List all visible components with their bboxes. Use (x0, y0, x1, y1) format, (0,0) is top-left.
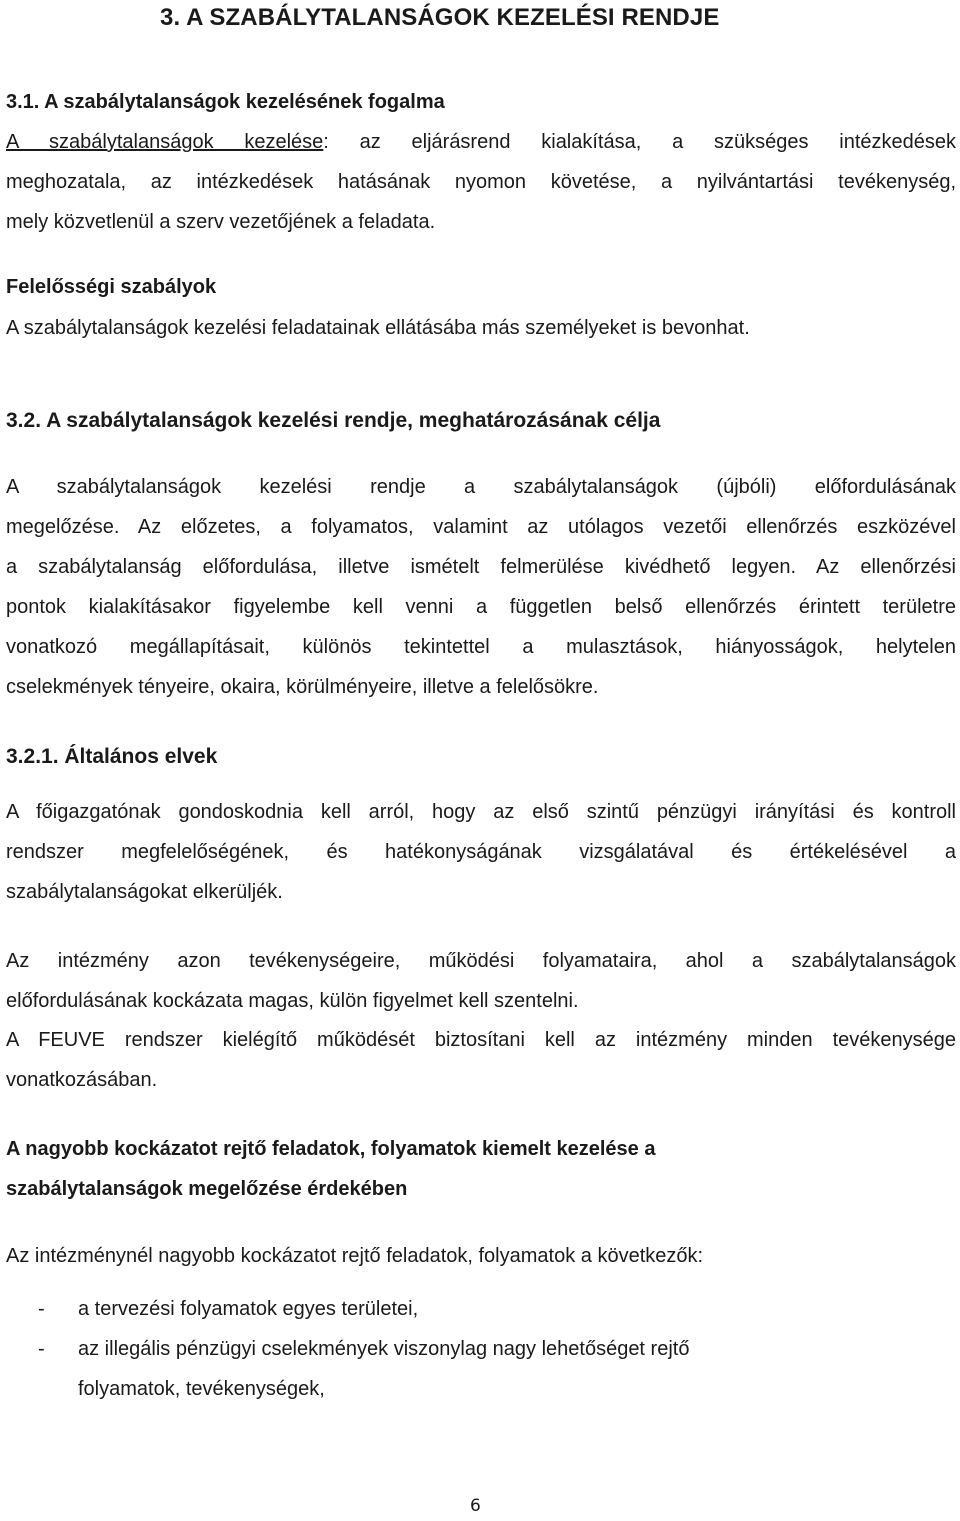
risk-title-line-1: A nagyobb kockázatot rejtő feladatok, folyamatok kiemelt kezelése a (6, 1138, 656, 1160)
s32-line-1: A szabálytalanságok kezelési rendje a szabálytalanságok (újbóli) előfordulásának (6, 476, 956, 498)
definition-term: A szabálytalanságok kezelése (6, 131, 324, 153)
definition-line-1-rest: : az eljárásrend kialakítása, a szükséges intézkedések (323, 131, 956, 153)
s321-p2-line-2: előfordulásának kockázata magas, külön figyelmet kell szentelni. (6, 990, 579, 1012)
responsibility-text: A szabálytalanságok kezelési feladatainak ellátásába más személyeket is bevonhat. (6, 317, 750, 339)
section-3-2-title: 3.2. A szabálytalanságok kezelési rendje, meghatározásának célja (6, 409, 661, 432)
list-item-text: a tervezési folyamatok egyes területei, (78, 1298, 419, 1320)
list-item-text-continued: folyamatok, tevékenységek, (78, 1378, 325, 1400)
s321-p1-line-2: rendszer megfelelőségének, és hatékonyságának vizsgálatával és értékelésével a (6, 841, 956, 863)
s321-p3-line-2: vonatkozásában. (6, 1069, 158, 1091)
responsibility-title: Felelősségi szabályok (6, 276, 217, 298)
chapter-heading: 3. A SZABÁLYTALANSÁGOK KEZELÉSI RENDJE (160, 4, 720, 31)
section-3-1-title: 3.1. A szabálytalanságok kezelésének fogalma (6, 91, 445, 113)
list-item-text: az illegális pénzügyi cselekmények viszonylag nagy lehetőséget rejtő (78, 1338, 690, 1360)
section-3-2-1-title: 3.2.1. Általános elvek (6, 745, 218, 768)
s32-line-3: a szabálytalanság előfordulása, illetve ismételt felmerülése kivédhető legyen. Az ellenőrzési (6, 556, 956, 578)
definition-line-3: mely közvetlenül a szerv vezetőjének a feladata. (6, 211, 436, 233)
s32-line-6: cselekmények tényeire, okaira, körülményeire, illetve a felelősökre. (6, 676, 599, 698)
definition-line-2: meghozatala, az intézkedések hatásának nyomon követése, a nyilvántartási tevékenység, (6, 171, 956, 193)
s32-line-4: pontok kialakításakor figyelembe kell venni a független belső ellenőrzés érintett területre (6, 596, 956, 618)
list-dash: - (38, 1338, 45, 1360)
risk-title-line-2: szabálytalanságok megelőzése érdekében (6, 1178, 408, 1200)
list-item (6, 1329, 806, 1409)
s321-p2-line-1: Az intézmény azon tevékenységeire, működési folyamataira, ahol a szabálytalanságok (6, 950, 956, 972)
list-dash: - (38, 1298, 45, 1320)
s32-line-2: megelőzése. Az előzetes, a folyamatos, valamint az utólagos vezetői ellenőrzés eszközével (6, 516, 956, 538)
page-number: 6 (470, 1496, 481, 1516)
risk-intro: Az intézménynél nagyobb kockázatot rejtő feladatok, folyamatok a következők: (6, 1245, 704, 1267)
s321-p1-line-1: A főigazgatónak gondoskodnia kell arról, hogy az első szintű pénzügyi irányítási és kontroll (6, 801, 956, 823)
s321-p3-line-1: A FEUVE rendszer kielégítő működését biztosítani kell az intézmény minden tevékenysége (6, 1029, 956, 1051)
definition-line-1 (6, 131, 956, 154)
s321-p1-line-3: szabálytalanságokat elkerüljék. (6, 881, 283, 903)
s32-line-5: vonatkozó megállapításait, különös tekintettel a mulasztások, hiányosságok, helytelen (6, 636, 956, 658)
